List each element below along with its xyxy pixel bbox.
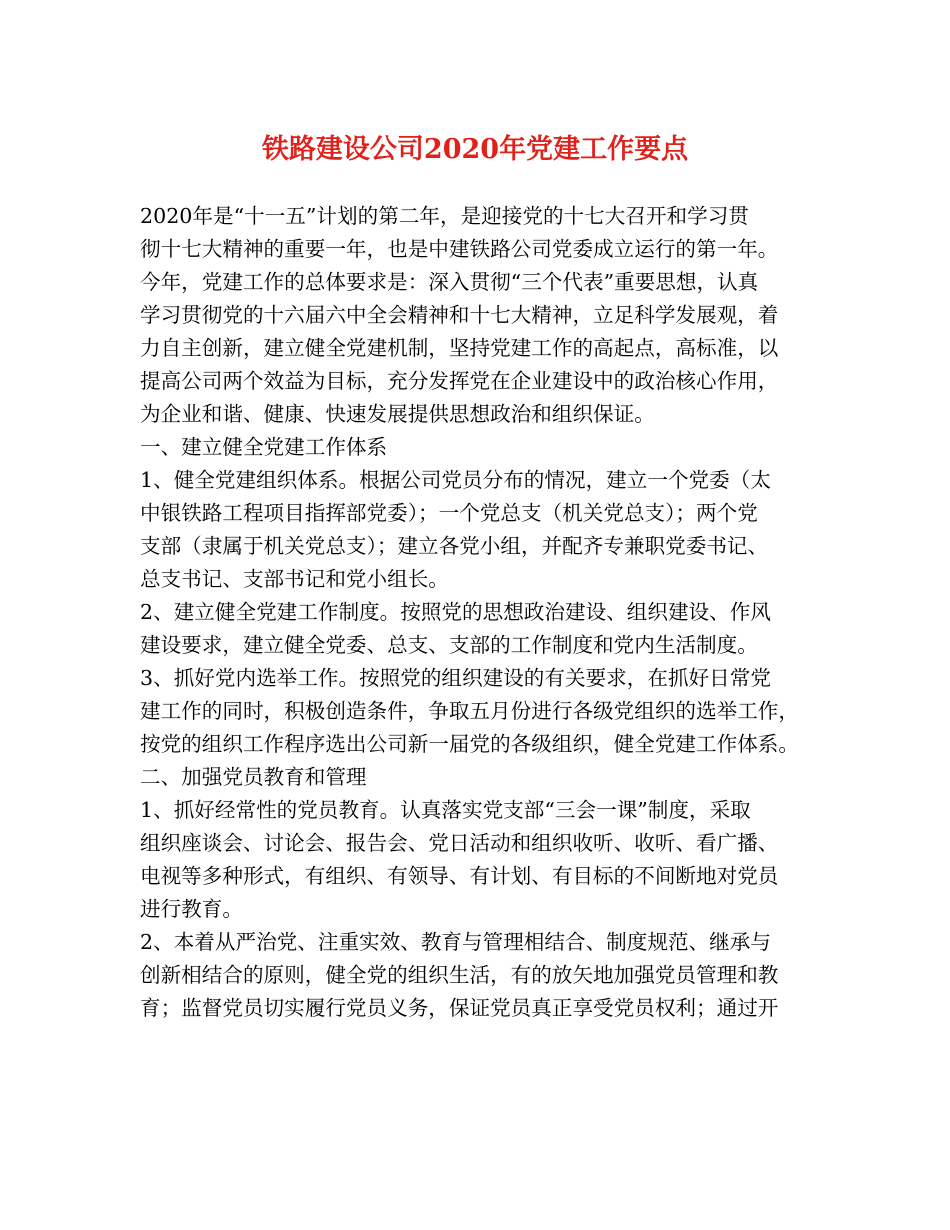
body-line: 支部（隶属于机关党总支）；建立各党小组，并配齐专兼职党委书记、: [140, 534, 769, 558]
body-line: 2、建立健全党建工作制度。按照党的思想政治建设、组织建设、作风: [140, 600, 771, 624]
body-line: 进行教育。: [140, 897, 243, 921]
body-line: 组织座谈会、讨论会、报告会、党日活动和组织收听、收听、看广播、: [140, 831, 779, 855]
body-line: 1、抓好经常性的党员教育。认真落实党支部“三会一课”制度，采取: [140, 798, 751, 822]
body-line: 二、加强党员教育和管理: [140, 765, 367, 789]
body-line: 总支书记、支部书记和党小组长。: [140, 567, 449, 591]
body-line: 2020年是“十一五”计划的第二年，是迎接党的十七大召开和学习贯: [140, 204, 749, 228]
body-line: 学习贯彻党的十六届六中全会精神和十七大精神，立足科学发展观，着: [140, 303, 779, 327]
body-line: 今年，党建工作的总体要求是：深入贯彻“三个代表”重要思想，认真: [140, 270, 759, 294]
body-line: 建工作的同时，积极创造条件，争取五月份进行各级党组织的选举工作，: [140, 699, 799, 723]
body-line: 1、健全党建组织体系。根据公司党员分布的情况，建立一个党委（太: [140, 468, 771, 492]
body-line: 电视等多种形式，有组织、有领导、有计划、有目标的不间断地对党员: [140, 864, 779, 888]
body-line: 提高公司两个效益为目标，充分发挥党在企业建设中的政治核心作用，: [140, 369, 779, 393]
document-body: [140, 200, 812, 1025]
body-line: 中银铁路工程项目指挥部党委）；一个党总支（机关党总支）；两个党: [140, 501, 758, 525]
body-line: 为企业和谐、健康、快速发展提供思想政治和组织保证。: [140, 402, 655, 426]
body-line: 育；监督党员切实履行党员义务，保证党员真正享受党员权利；通过开: [140, 996, 779, 1020]
body-line: 2、本着从严治党、注重实效、教育与管理相结合、制度规范、继承与: [140, 930, 771, 954]
body-line: 一、建立健全党建工作体系: [140, 435, 388, 459]
body-line: 创新相结合的原则，健全党的组织生活，有的放矢地加强党员管理和教: [140, 963, 779, 987]
body-line: 彻十七大精神的重要一年，也是中建铁路公司党委成立运行的第一年。: [140, 237, 779, 261]
body-line: 力自主创新，建立健全党建机制，坚持党建工作的高起点，高标准，以: [140, 336, 779, 360]
document-title: 铁路建设公司2020年党建工作要点: [261, 134, 689, 165]
body-line: 按党的组织工作程序选出公司新一届党的各级组织，健全党建工作体系。: [140, 732, 799, 756]
body-line: 建设要求，建立健全党委、总支、支部的工作制度和党内生活制度。: [140, 633, 758, 657]
body-line: 3、抓好党内选举工作。按照党的组织建设的有关要求，在抓好日常党: [140, 666, 771, 690]
